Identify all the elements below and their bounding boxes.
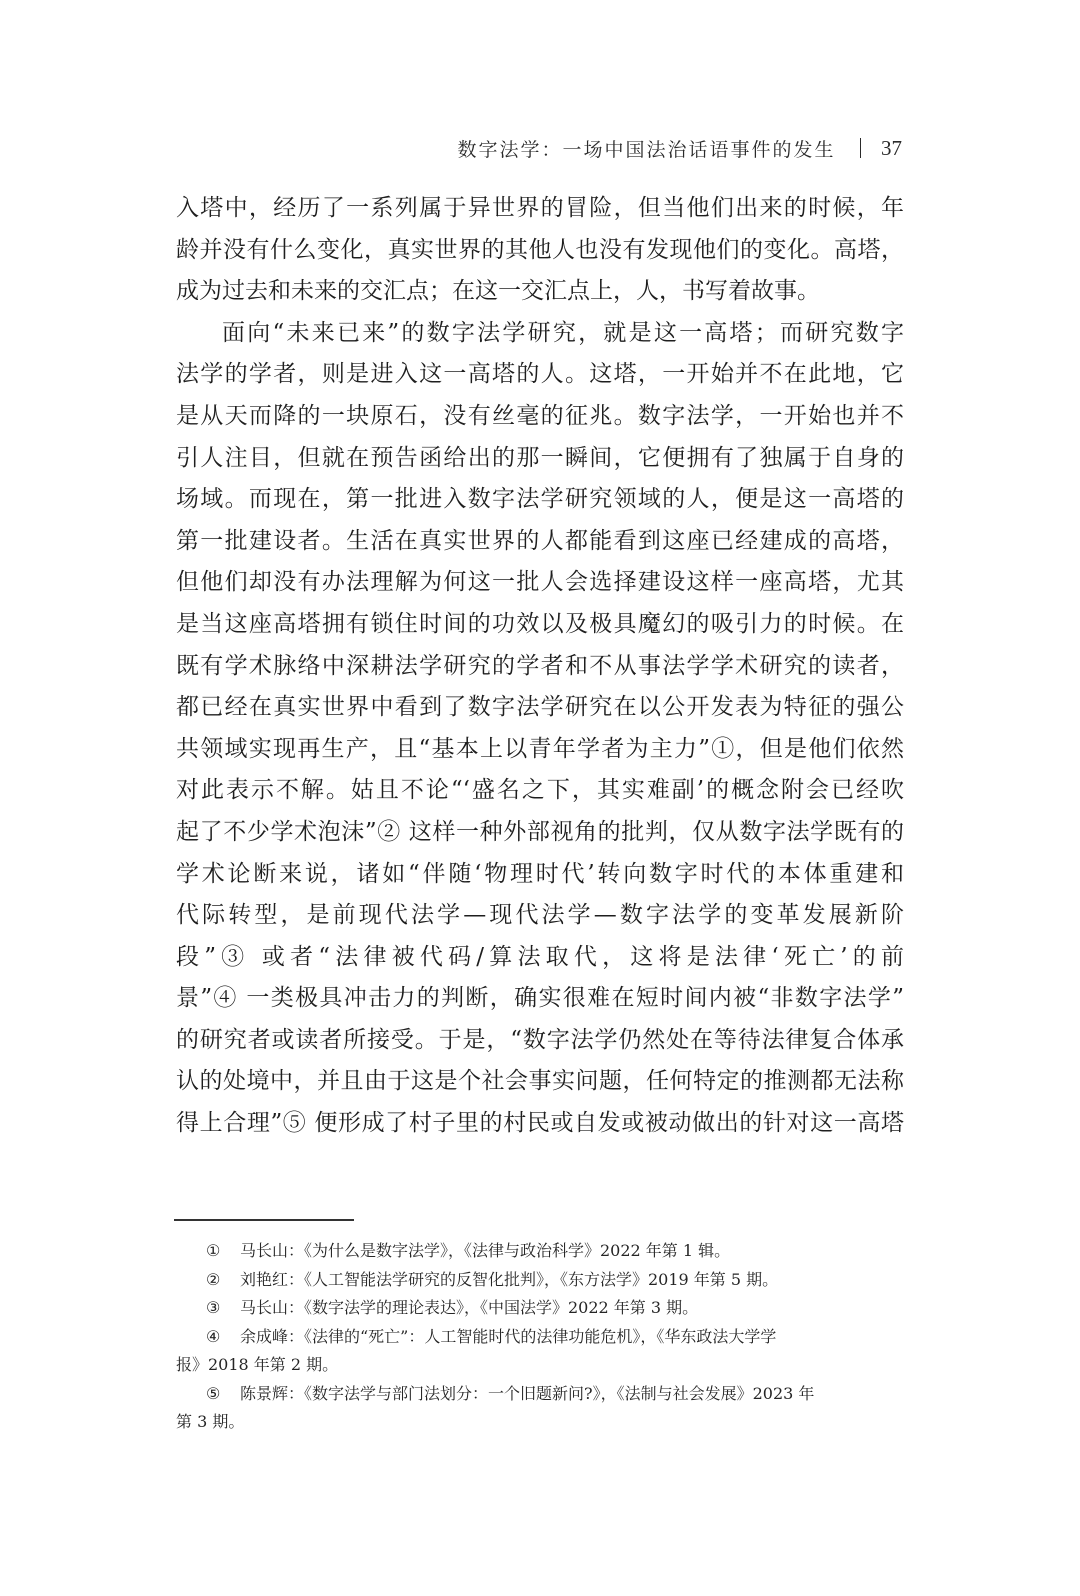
running-title: 数字法学：一场中国法治话语事件的发生: [457, 138, 836, 161]
footnote-mark: ②: [206, 1269, 221, 1289]
body-line: 的研究者或读者所接受。于是，“数字法学仍然处在等待法律复合体承: [176, 1026, 904, 1053]
body-line: 都已经在真实世界中看到了数字法学研究在以公开发表为特征的强公: [176, 694, 904, 721]
footnote-5: [176, 1380, 904, 1409]
footnote-text: 陈景辉：《数字法学与部门法划分：一个旧题新问?》，《法制与社会发展》2023 年: [240, 1383, 815, 1403]
body-line: 认的处境中，并且由于这是个社会事实问题，任何特定的推测都无法称: [176, 1068, 904, 1095]
footnote-5-continuation: 第 3 期。: [176, 1412, 245, 1431]
footnote-divider: [174, 1219, 354, 1221]
footnote-text: 余成峰：《法律的“死亡”：人工智能时代的法律功能危机》，《华东政法大学学: [240, 1326, 777, 1346]
footnote-mark: ④: [206, 1326, 221, 1346]
body-line: 成为过去和未来的交汇点；在这一交汇点上，人，书写着故事。: [176, 278, 820, 305]
body-line: 法学的学者，则是进入这一高塔的人。这塔，一开始并不在此地，它: [176, 361, 904, 388]
body-line: 场域。而现在，第一批进入数字法学研究领域的人，便是这一高塔的: [176, 486, 904, 513]
body-line: 段”③ 或者“法律被代码/算法取代，这将是法律‘死亡’的前: [176, 943, 904, 970]
footnote-3: [176, 1294, 904, 1323]
body-line: 龄并没有什么变化，真实世界的其他人也没有发现他们的变化。高塔，: [176, 236, 904, 263]
footnote-mark: ⑤: [206, 1383, 221, 1403]
footnote-4-continuation: 报》2018 年第 2 期。: [176, 1355, 339, 1374]
body-line: 第一批建设者。生活在真实世界的人都能看到这座已经建成的高塔，: [176, 527, 904, 554]
page-number: 37: [881, 135, 902, 160]
footnote-1: [176, 1237, 904, 1266]
body-line: 景”④ 一类极具冲击力的判断，确实很难在短时间内被“非数字法学”: [176, 985, 904, 1012]
footnote-text: 刘艳红：《人工智能法学研究的反智化批判》，《东方法学》2019 年第 5 期。: [240, 1269, 779, 1289]
footnote-4: [176, 1323, 904, 1352]
footnote-text: 马长山：《为什么是数字法学》，《法律与政治科学》2022 年第 1 辑。: [240, 1241, 731, 1260]
body-line: 面向“未来已来”的数字法学研究，就是这一高塔；而研究数字: [222, 319, 904, 346]
body-line: 代际转型，是前现代法学—现代法学—数字法学的变革发展新阶: [176, 902, 904, 929]
body-line: 引人注目，但就在预告函给出的那一瞬间，它便拥有了独属于自身的: [176, 444, 904, 471]
body-line: 入塔中，经历了一系列属于异世界的冒险，但当他们出来的时候，年: [176, 195, 904, 221]
body-line: 是当这座高塔拥有锁住时间的功效以及极具魔幻的吸引力的时候。在: [176, 610, 904, 637]
body-line: 起了不少学术泡沫”② 这样一种外部视角的批判，仅从数字法学既有的: [176, 818, 904, 845]
body-line: 对此表示不解。姑且不论“‘盛名之下，其实难副’的概念附会已经吹: [176, 777, 904, 804]
body-line: 共领域实现再生产，且“基本上以青年学者为主力”①，但是他们依然: [176, 735, 904, 762]
footnote-text: 马长山：《数字法学的理论表达》，《中国法学》2022 年第 3 期。: [240, 1298, 699, 1317]
body-line: 学术论断来说，诸如“伴随‘物理时代’转向数字时代的本体重建和: [176, 860, 904, 887]
body-line: 但他们却没有办法理解为何这一批人会选择建设这样一座高塔，尤其: [176, 569, 904, 596]
footnote-2: [176, 1266, 904, 1295]
running-head: [457, 132, 902, 164]
header-divider: [860, 138, 862, 158]
body-line: 是从天而降的一块原石，没有丝毫的征兆。数字法学，一开始也并不: [176, 402, 904, 429]
footnotes: [176, 1237, 904, 1437]
body-line: 得上合理”⑤ 便形成了村子里的村民或自发或被动做出的针对这一高塔: [176, 1110, 904, 1137]
footnote-mark: ①: [206, 1241, 221, 1260]
footnote-mark: ③: [206, 1298, 221, 1317]
body-line: 既有学术脉络中深耕法学研究的学者和不从事法学学术研究的读者，: [176, 652, 904, 679]
body-text: [176, 188, 904, 1145]
